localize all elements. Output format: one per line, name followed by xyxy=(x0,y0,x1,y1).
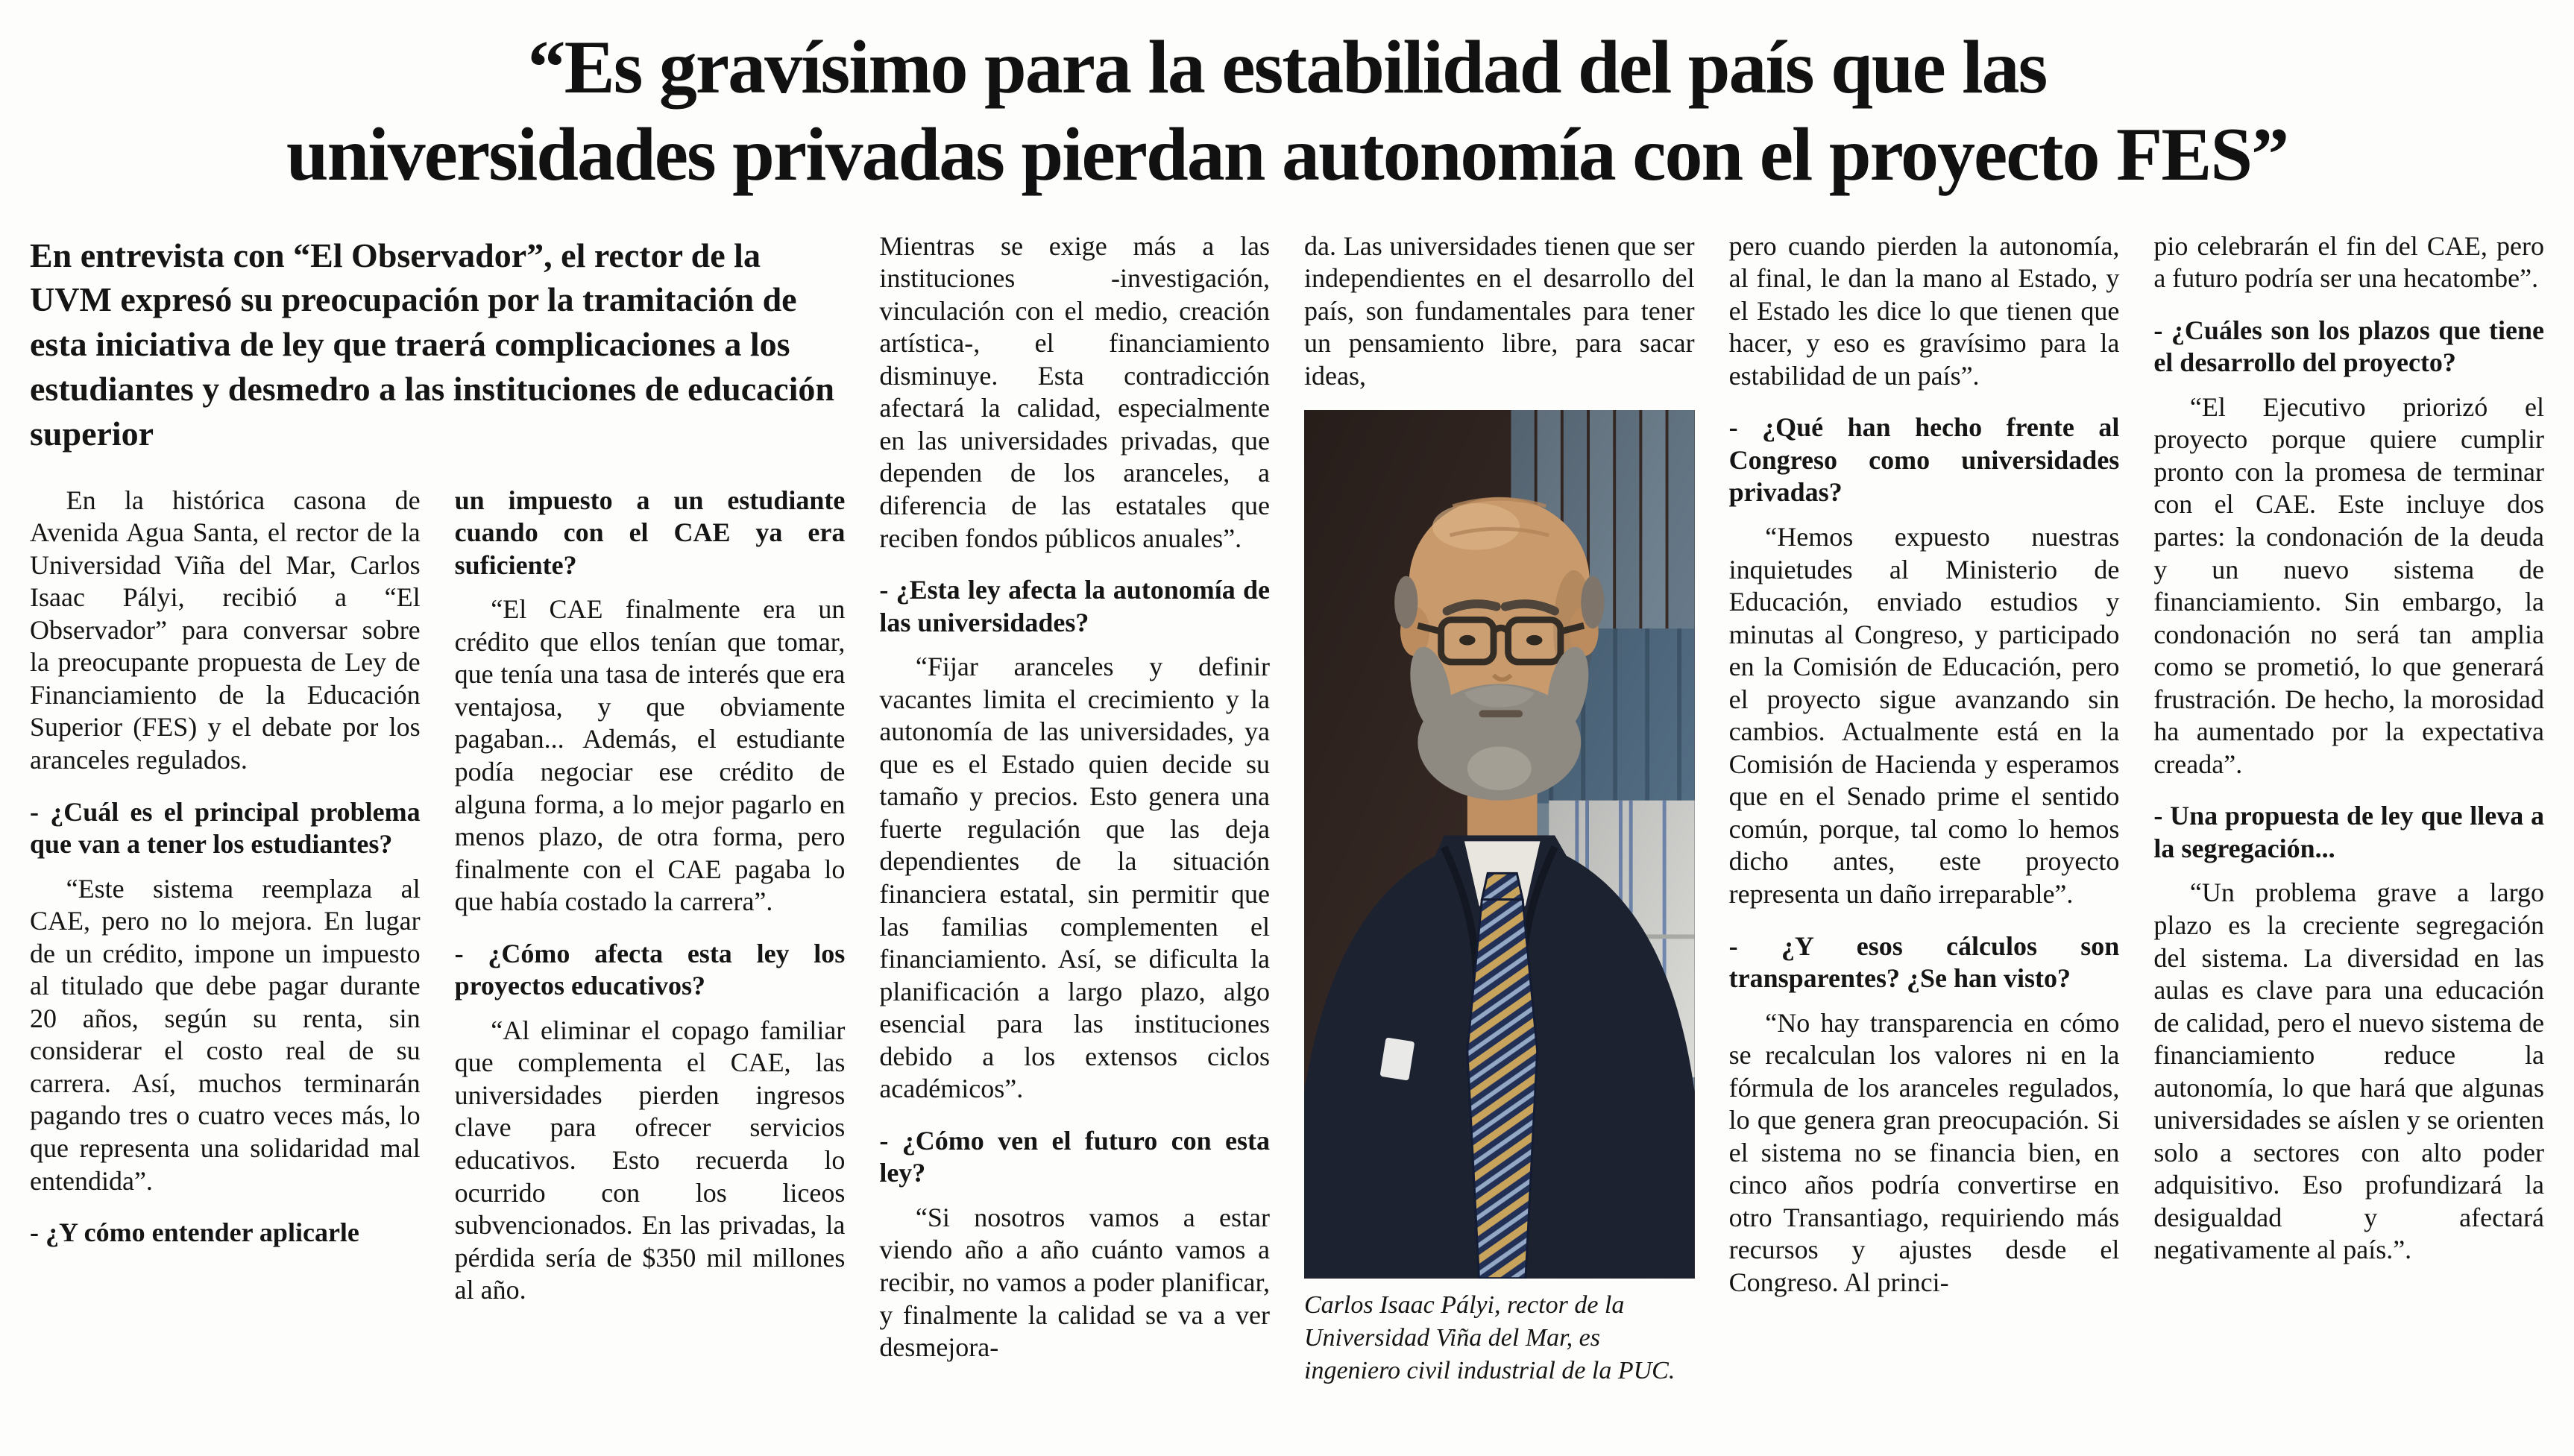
article-paragraph: “Al eliminar el copago familiar que complementa el CAE, las universidades pierden ingresos clave para ofrecer servicios educativos. Esto recuerda lo ocurrido con los liceos subvencionados. En las privadas, la pérdida sería de $350 mil millones al año. xyxy=(454,1015,846,1305)
column-2 xyxy=(455,485,846,1307)
rector-portrait-image xyxy=(1304,410,1695,1279)
interview-question: - ¿Cómo afecta esta ley los proyectos educativos? xyxy=(454,938,846,1001)
article-paragraph: da. Las universidades tienen que ser independientes en el desarrollo del país, son fundamentales para tener un pensamiento libre, para sacar ideas, xyxy=(1304,230,1695,391)
column-6 xyxy=(2153,230,2544,1388)
columns-1-2 xyxy=(30,485,845,1307)
column-4-text xyxy=(1304,230,1695,393)
interview-question: - ¿Esta ley afecta la autonomía de las universidades? xyxy=(879,575,1270,637)
article-paragraph: “El Ejecutivo priorizó el proyecto porque quiere cumplir pronto con la promesa de terminar con el CAE. Este incluye dos partes: la condonación de la deuda y un nuevo sistema de financiamiento. Sin embargo, la condonación no será tan amplia como se prometió, lo que generará frustración. De hecho, la morosidad ha aumentado por la expectativa creada”. xyxy=(2153,391,2544,779)
interview-question: - ¿Y cómo entender aplicarle xyxy=(30,1217,359,1248)
column-5 xyxy=(1729,230,2120,1388)
article-paragraph: “Este sistema reemplaza al CAE, pero no lo mejora. En lugar de un crédito, impone un impuesto al titulado que debe pagar durante 20 años, según su renta, sin considerar el costo real de su carrera. Así, muchos terminarán pagando tres o cuatro veces más, lo que representa una solidaridad mal entendida”. xyxy=(30,873,421,1196)
photo-caption: Carlos Isaac Pályi, rector de la Universidad Viña del Mar, es ingeniero civil industrial de la PUC. xyxy=(1304,1290,1675,1385)
column-4 xyxy=(1304,230,1695,1388)
interview-question: un impuesto a un estudiante cuando con el CAE ya era suficiente? xyxy=(454,485,846,580)
article-paragraph: “Un problema grave a largo plazo es la creciente segregación del sistema. La diversidad en las aulas es clave para una educación de calidad, pero el nuevo sistema de financiamiento reduce la autonomía, lo que hará que algunas universidades se aíslen y se orienten solo a sectores con alto poder adquisitivo. Eso profundizará la desigualdad y afectará negativamente al país.”. xyxy=(2153,877,2544,1265)
article-paragraph: “Si nosotros vamos a estar viendo año a año cuánto vamos a recibir, no vamos a poder planificar, y finalmente la calidad se va a ver desmejora- xyxy=(879,1202,1270,1363)
article-paragraph: En la histórica casona de Avenida Agua Santa, el rector de la Universidad Viña del Mar, Carlos Isaac Pályi, recibió a “El Observador” para conversar sobre la preocupante propuesta de Ley de Financiamiento de la Educación Superior (FES) y el debate por los aranceles regulados. xyxy=(30,485,421,775)
interview-question: - ¿Qué han hecho frente al Congreso como universidades privadas? xyxy=(1728,412,2120,508)
interview-question: - ¿Y esos cálculos son transparentes? ¿Se han visto? xyxy=(1728,930,2120,994)
article-paragraph: “Fijar aranceles y definir vacantes limita el crecimiento y la autonomía de las universidades, ya que es el Estado quien decide su tamaño y precios. Esto genera una fuerte regulación que las deja dependientes de la situación financiera estatal, sin permitir que las familias complementen el financiamiento. Así, se dificulta la planificación a largo plazo, algo esencial para las instituciones debido a los extensos ciclos académicos”. xyxy=(879,652,1270,1104)
headline xyxy=(45,24,2529,199)
article-paragraph: pio celebrarán el fin del CAE, pero a futuro podría ser una hecatombe”. xyxy=(2153,230,2544,294)
interview-question: - Una propuesta de ley que lleva a la segregación... xyxy=(2153,801,2544,863)
interview-question: - ¿Cuál es el principal problema que van a tener los estudiantes? xyxy=(30,796,421,860)
column-3 xyxy=(879,230,1270,1388)
article-paragraph: “El CAE finalmente era un crédito que ellos tenían que tomar, que tenía una tasa de interés que era ventajosa, y que obviamente pagaban... Además, el estudiante podía negociar ese crédito de alguna forma, a lo mejor pagarlo en menos plazo, de otra forma, pero finalmente con el CAE pagaba lo que había costado la carrera”. xyxy=(454,594,846,917)
column-1 xyxy=(30,485,421,1307)
interview-question: - ¿Cómo ven el futuro con esta ley? xyxy=(879,1125,1270,1188)
article-paragraph: “Hemos expuesto nuestras inquietudes al Ministerio de Educación, enviado estudios y minutas al Congreso, y participado en la Comisión de Educación, pero el proyecto sigue avanzando sin cambios. Actualmente está en la Comisión de Hacienda y esperamos que en el Senado prime el sentido común, porque, tal como lo hemos dicho antes, este proyecto representa un daño irreparable”. xyxy=(1728,521,2120,909)
headline-line-2: universidades privadas pierdan autonomía con el proyecto FES” xyxy=(286,113,2288,198)
lede: En entrevista con “El Observador”, el rector de la UVM expresó su preocupación por la tramitación de esta iniciativa de ley que traerá complicaciones a los estudiantes y desmedro a las instituciones de educación superior xyxy=(30,236,834,453)
article-paragraph: pero cuando pierden la autonomía, al final, le dan la mano al Estado, y el Estado les dice lo que tienen que hacer, y eso es gravísimo para la estabilidad de un país”. xyxy=(1728,230,2120,391)
article-paragraph: “No hay transparencia en cómo se recalculan los valores ni en la fórmula de los aranceles regulados, lo que genera gran preocupación. Si el sistema no se financia bien, en cinco años podría convertirse en otro Transantiago, requiriendo más recursos y ajustes desde el Congreso. Al princi- xyxy=(1728,1007,2120,1297)
lede-and-first-columns xyxy=(30,230,845,1388)
portrait-figure xyxy=(1304,410,1695,1387)
interview-question: - ¿Cuáles son los plazos que tiene el desarrollo del proyecto? xyxy=(2153,315,2544,378)
article-paragraph: Mientras se exige más a las instituciones -investigación, vinculación con el medio, creación artística-, el financiamiento disminuye. Esta contradicción afectará la calidad, especialmente en las universidades privadas, que dependen de los aranceles, a diferencia de las estatales que reciben fondos públicos anuales”. xyxy=(879,230,1270,553)
article-body xyxy=(30,230,2544,1388)
headline-line-1: “Es gravísimo para la estabilidad del país que las xyxy=(527,25,2047,110)
head xyxy=(1394,498,1604,801)
